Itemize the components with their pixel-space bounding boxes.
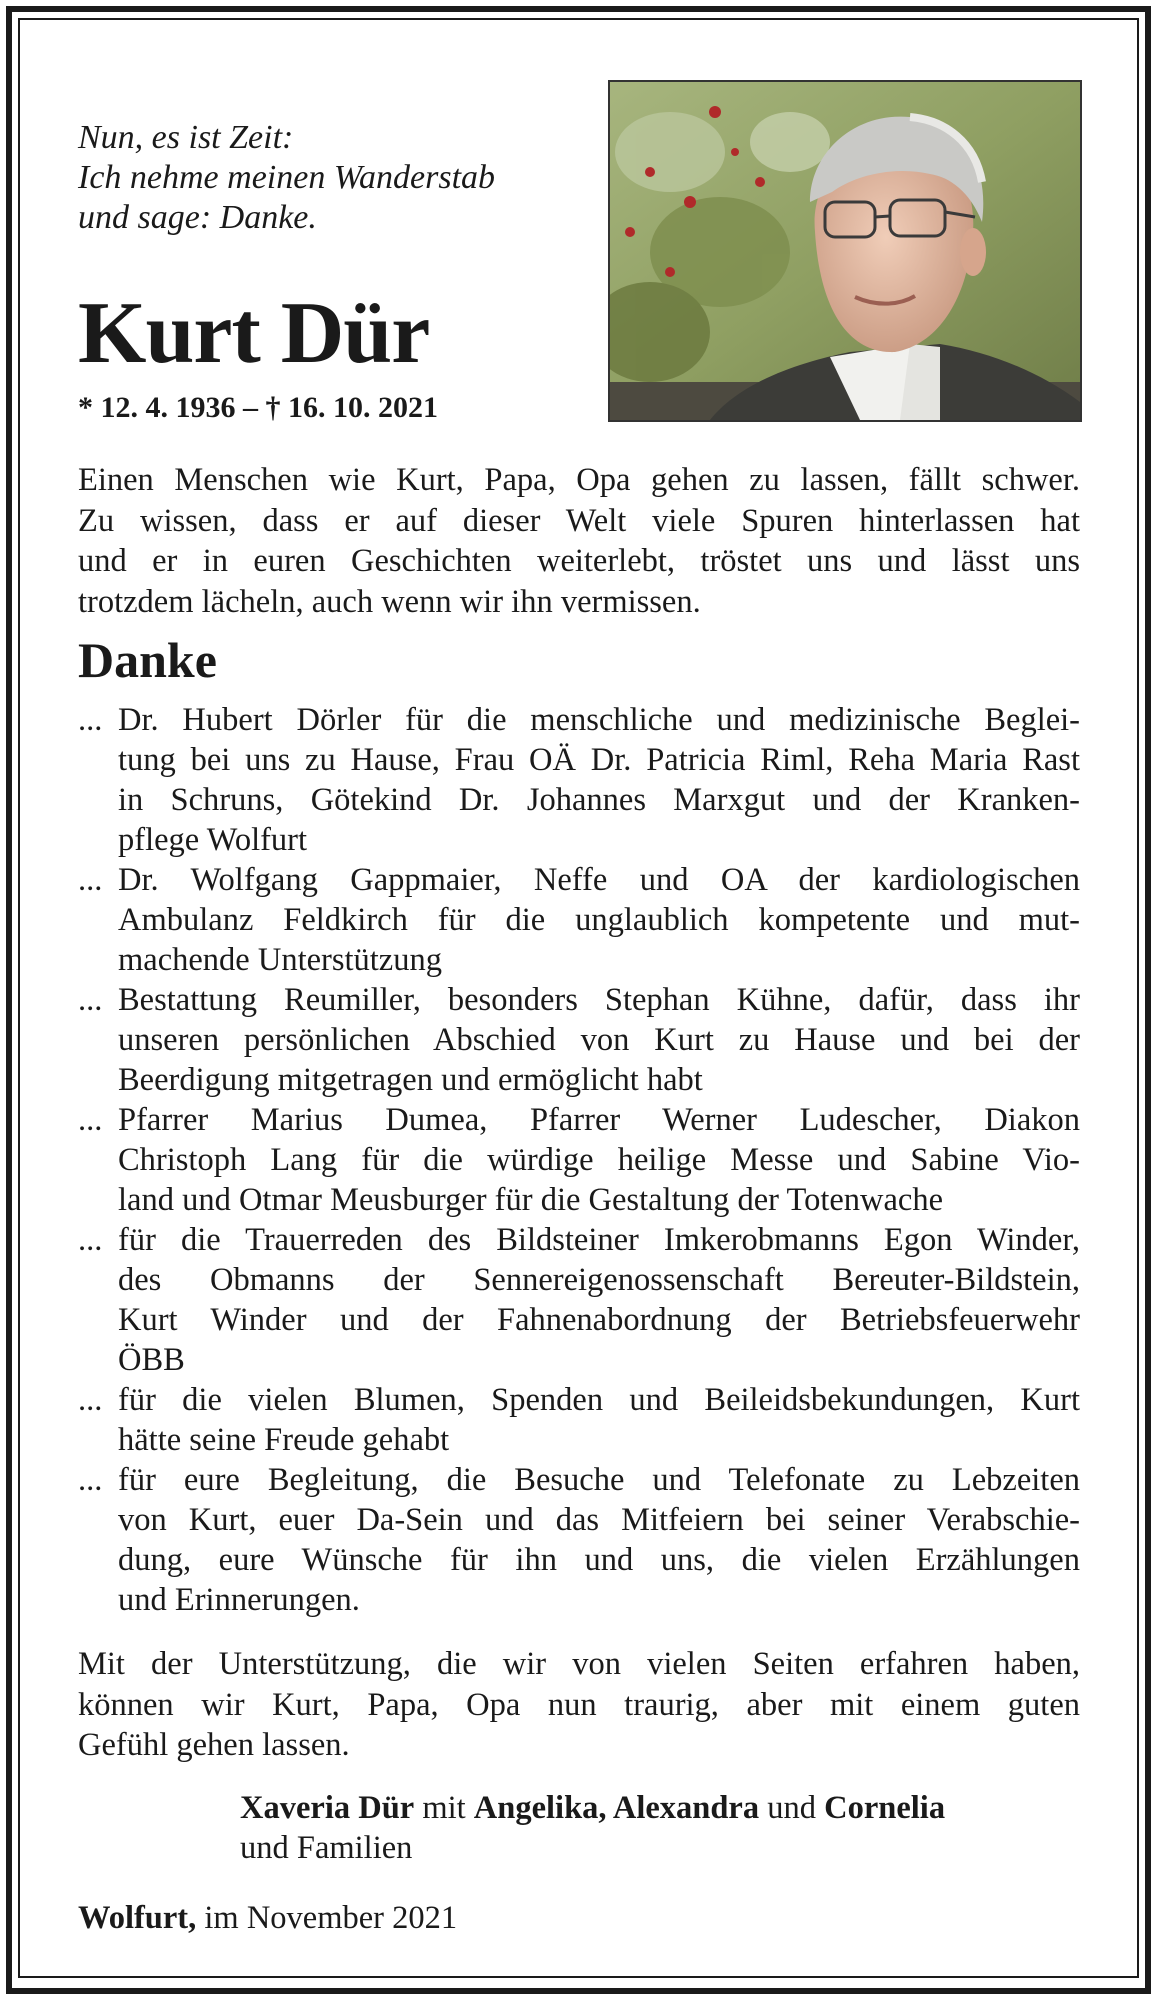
thanks-item: [78, 980, 1080, 1100]
thanks-ellipsis: ...: [78, 1382, 103, 1418]
thanks-line: des Obmanns der Sennereigenossenschaft Bereuter-Bildstein,: [118, 1262, 1080, 1298]
outro-line: können wir Kurt, Papa, Opa nun traurig, aber mit einem guten: [78, 1686, 1080, 1723]
thanks-line: machende Unterstützung: [118, 942, 442, 978]
thanks-line: tung bei uns zu Hause, Frau OÄ Dr. Patricia Riml, Reha Maria Rast: [118, 742, 1080, 778]
thanks-line: Kurt Winder und der Fahnenabordnung der Betriebsfeuerwehr: [118, 1302, 1080, 1338]
thanks-line: unseren persönlichen Abschied von Kurt zu Hause und bei der: [118, 1022, 1080, 1058]
thanks-item: [78, 700, 1080, 860]
signature-connector: und: [767, 1790, 816, 1826]
thanks-line: Beerdigung mitgetragen und ermöglicht habt: [118, 1062, 703, 1098]
intro-line: und er in euren Geschichten weiterlebt, tröstet uns und lässt uns: [78, 543, 1080, 579]
signature-connector: mit: [422, 1790, 466, 1826]
place-date: [78, 1898, 457, 1938]
intro-line: Zu wissen, dass er auf dieser Welt viele Spuren hinterlassen hat: [78, 502, 1080, 539]
motto-line: Nun, es ist Zeit:: [78, 119, 294, 156]
motto: [78, 118, 598, 238]
thanks-line: von Kurt, euer Da-Sein und das Mitfeiern bei seiner Verabschie-: [118, 1502, 1080, 1538]
thanks-line: Christoph Lang für die würdige heilige Messe und Sabine Vio-: [118, 1142, 1080, 1178]
thanks-item: [78, 1380, 1080, 1460]
thanks-line: Ambulanz Feldkirch für die unglaublich kompetente und mut-: [118, 902, 1080, 938]
thanks-line: land und Otmar Meusburger für die Gestaltung der Totenwache: [118, 1182, 944, 1218]
thanks-line: hätte seine Freude gehabt: [118, 1422, 450, 1458]
thanks-line: Dr. Hubert Dörler für die menschliche und medizinische Beglei-: [118, 702, 1080, 738]
thanks-ellipsis: ...: [78, 1102, 103, 1138]
outro-line: Gefühl gehen lassen.: [78, 1727, 350, 1763]
thanks-line: ÖBB: [118, 1342, 185, 1378]
signature-line: [240, 1788, 1080, 1828]
thanks-ellipsis: ...: [78, 982, 103, 1018]
motto-line: und sage: Danke.: [78, 199, 317, 236]
place-month: im November 2021: [204, 1900, 458, 1936]
thanks-ellipsis: ...: [78, 1462, 103, 1498]
intro-line: trotzdem lächeln, auch wenn wir ihn vermissen.: [78, 583, 701, 620]
intro-line: Einen Menschen wie Kurt, Papa, Opa gehen zu lassen, fällt schwer.: [78, 462, 1080, 498]
thanks-item: [78, 1100, 1080, 1220]
thanks-line: und Erinnerungen.: [118, 1582, 360, 1618]
portrait-illustration: [610, 82, 1080, 420]
thanks-ellipsis: ...: [78, 862, 103, 898]
life-dates: * 12. 4. 1936 – † 16. 10. 2021: [78, 391, 438, 424]
thanks-ellipsis: ...: [78, 702, 103, 738]
place-town: Wolfurt,: [78, 1900, 197, 1936]
signatory-name: Xaveria Dür: [240, 1790, 415, 1826]
thanks-list: [78, 700, 1080, 1620]
thanks-line: Bestattung Reumiller, besonders Stephan Kühne, dafür, dass ihr: [118, 982, 1080, 1018]
thanks-ellipsis: ...: [78, 1222, 103, 1258]
thanks-line: dung, eure Wünsche für ihn und uns, die vielen Erzählungen: [118, 1542, 1080, 1578]
thanks-line: in Schruns, Götekind Dr. Johannes Marxgut und der Kranken-: [118, 782, 1080, 818]
thanks-item: [78, 1460, 1080, 1620]
outro-paragraph: [78, 1644, 1080, 1766]
intro-paragraph: [78, 460, 1080, 622]
obituary: [78, 0, 1080, 1996]
thanks-heading: Danke: [78, 632, 217, 688]
signature: [240, 1788, 1080, 1868]
thanks-line: pflege Wolfurt: [118, 822, 308, 858]
deceased-name: Kurt Dür: [78, 285, 430, 382]
motto-line: Ich nehme meinen Wanderstab: [78, 159, 496, 196]
thanks-item: [78, 860, 1080, 980]
outro-line: Mit der Unterstützung, die wir von vielen Seiten erfahren haben,: [78, 1646, 1080, 1682]
thanks-line: für die Trauerreden des Bildsteiner Imkerobmanns Egon Winder,: [118, 1222, 1080, 1258]
thanks-line: Pfarrer Marius Dumea, Pfarrer Werner Ludescher, Diakon: [118, 1102, 1080, 1138]
portrait-photo: [608, 80, 1082, 422]
thanks-line: für die vielen Blumen, Spenden und Beileidsbekundungen, Kurt: [118, 1382, 1080, 1418]
signatory-names: Angelika, Alexandra: [473, 1790, 760, 1826]
thanks-item: [78, 1220, 1080, 1380]
signature-families: und Familien: [240, 1830, 413, 1866]
thanks-line: für eure Begleitung, die Besuche und Telefonate zu Lebzeiten: [118, 1462, 1080, 1498]
thanks-line: Dr. Wolfgang Gappmaier, Neffe und OA der kardiologischen: [118, 862, 1080, 898]
signatory-name: Cornelia: [824, 1790, 946, 1826]
